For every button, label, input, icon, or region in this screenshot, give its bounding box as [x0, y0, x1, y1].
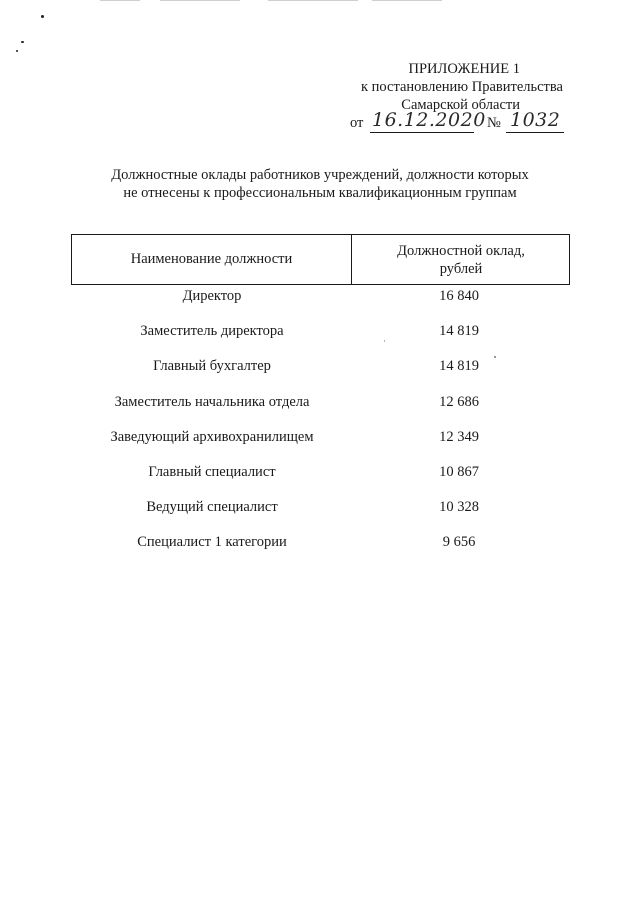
- scan-edge-line: [268, 0, 358, 1]
- position-cell: Директор: [182, 288, 242, 304]
- salary-cell: 10 867: [439, 463, 479, 480]
- scan-edge-line: [100, 0, 140, 1]
- salary-cell: 12 349: [439, 428, 479, 445]
- position-cell: Заведующий архивохранилищем: [110, 428, 314, 445]
- table-header: [71, 234, 570, 285]
- title-line-2: не отнесены к профессиональным квалификационным группам: [123, 185, 517, 201]
- table-row: [71, 531, 570, 566]
- appendix-title: ПРИЛОЖЕНИЕ 1: [408, 61, 520, 77]
- title-line-1: Должностные оклады работников учреждений, должности которых: [111, 167, 529, 183]
- decree-reference: к постановлению Правительства: [361, 79, 563, 95]
- column-header-salary: [352, 242, 570, 278]
- table-body: [71, 285, 570, 567]
- column-header-salary-line-2: рублей: [439, 261, 483, 277]
- position-cell: Главный специалист: [148, 463, 276, 480]
- number-underline: [506, 132, 564, 133]
- column-header-position: Наименование должности: [130, 251, 293, 267]
- position-cell: Главный бухгалтер: [153, 358, 271, 375]
- column-header-salary-line-1: Должностной оклад,: [397, 243, 525, 259]
- table-row: [71, 320, 570, 355]
- handwritten-number: 1032: [510, 109, 561, 131]
- table-row: [71, 355, 570, 390]
- document-title: [70, 166, 570, 202]
- handwritten-date: 16.12.2020: [372, 109, 486, 131]
- salary-cell: 12 686: [439, 393, 479, 410]
- position-cell: Заместитель директора: [140, 323, 284, 340]
- scan-speck: [21, 41, 24, 43]
- salary-cell: 14 819: [439, 323, 479, 340]
- scan-speck: [16, 50, 18, 52]
- position-cell: Специалист 1 категории: [137, 534, 287, 551]
- position-cell: Ведущий специалист: [146, 499, 278, 516]
- table-row: [71, 285, 570, 320]
- salary-table: [71, 234, 570, 567]
- salary-cell: 14 819: [439, 358, 479, 375]
- date-underline: [370, 132, 474, 133]
- table-row: [71, 391, 570, 426]
- table-row: [71, 496, 570, 531]
- scan-edge-line: [160, 0, 240, 1]
- date-label: от: [350, 115, 364, 131]
- region-name: Самарской области: [401, 97, 520, 113]
- scan-edge-line: [372, 0, 442, 1]
- table-row: [71, 426, 570, 461]
- salary-cell: 16 840: [439, 288, 479, 304]
- scan-speck: [41, 15, 44, 18]
- number-label: №: [487, 115, 501, 131]
- appendix-header: [300, 60, 563, 114]
- table-row: [71, 461, 570, 496]
- position-cell: Заместитель начальника отдела: [114, 393, 310, 410]
- salary-cell: 9 656: [442, 534, 476, 551]
- decree-date-number: [350, 109, 570, 135]
- salary-cell: 10 328: [439, 499, 479, 516]
